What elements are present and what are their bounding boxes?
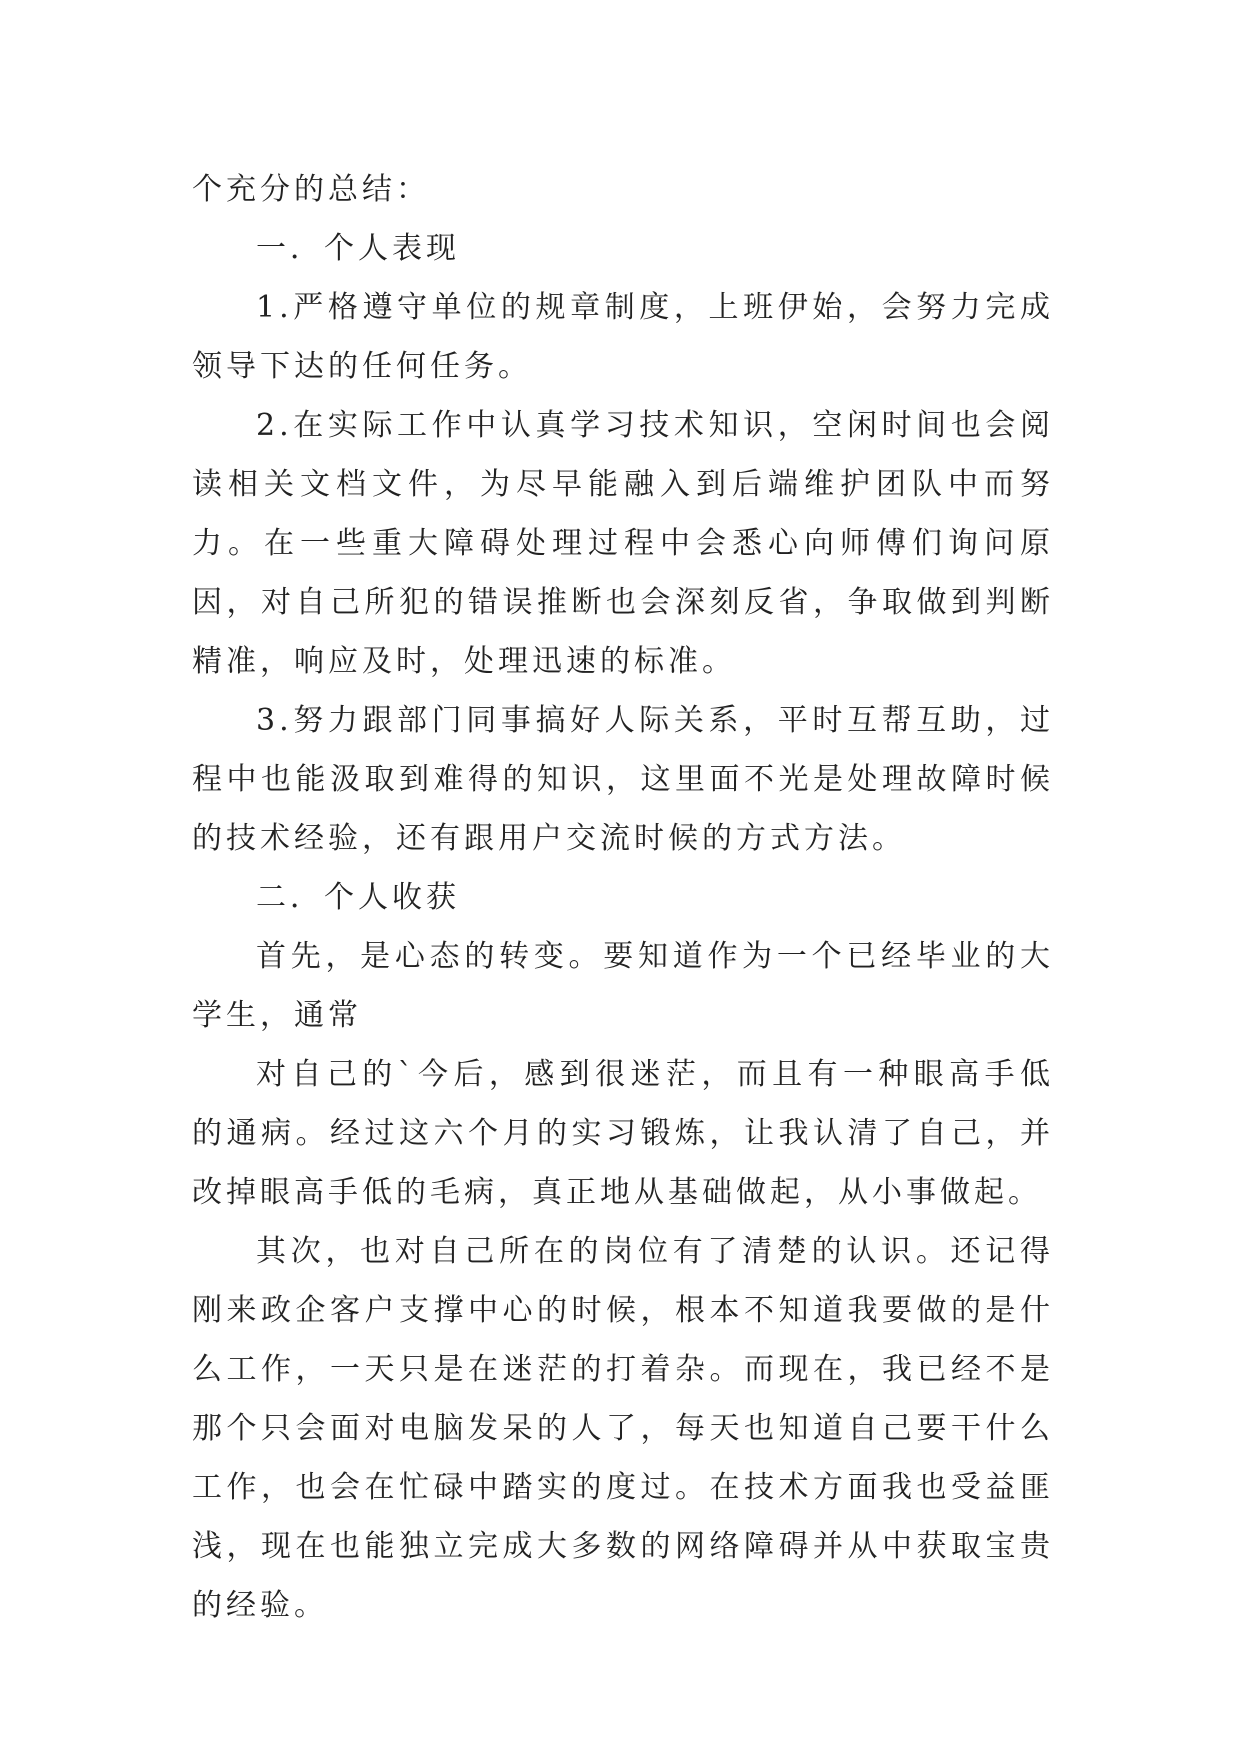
summary-intro-line: 个充分的总结： [192, 172, 430, 207]
gains-paragraph-continued: 对自己的`今后，感到很迷茫，而且有一种眼高手低的通病。经过这六个月的实习锻炼，让我认清了自己，并改掉眼高手低的毛病，真正地从基础做起，从小事做起。 [192, 1057, 1054, 1210]
gains-paragraph-first: 首先，是心态的转变。要知道作为一个已经毕业的大学生，通常 [192, 939, 1054, 1033]
performance-item-3: 3.努力跟部门同事搞好人际关系，平时互帮互助，过程中也能汲取到难得的知识，这里面不光是处理故障时候的技术经验，还有跟用户交流时候的方式方法。 [192, 703, 1054, 856]
document-body [192, 160, 1054, 1635]
section-heading-personal-performance: 一．个人表现 [256, 231, 460, 266]
performance-item-2: 2.在实际工作中认真学习技术知识，空闲时间也会阅读相关文档文件，为尽早能融入到后端维护团队中而努力。在一些重大障碍处理过程中会悉心向师傅们询问原因，对自己所犯的错误推断也会深刻反省，争取做到判断精准，响应及时，处理迅速的标准。 [192, 408, 1054, 679]
gains-paragraph-second: 其次，也对自己所在的岗位有了清楚的认识。还记得刚来政企客户支撑中心的时候，根本不知道我要做的是什么工作，一天只是在迷茫的打着杂。而现在，我已经不是那个只会面对电脑发呆的人了，每天也知道自己要干什么工作，也会在忙碌中踏实的度过。在技术方面我也受益匪浅，现在也能独立完成大多数的网络障碍并从中获取宝贵的经验。 [192, 1234, 1054, 1623]
performance-item-1: 1.严格遵守单位的规章制度，上班伊始，会努力完成领导下达的任何任务。 [192, 290, 1054, 384]
section-heading-personal-gains: 二．个人收获 [256, 880, 460, 915]
